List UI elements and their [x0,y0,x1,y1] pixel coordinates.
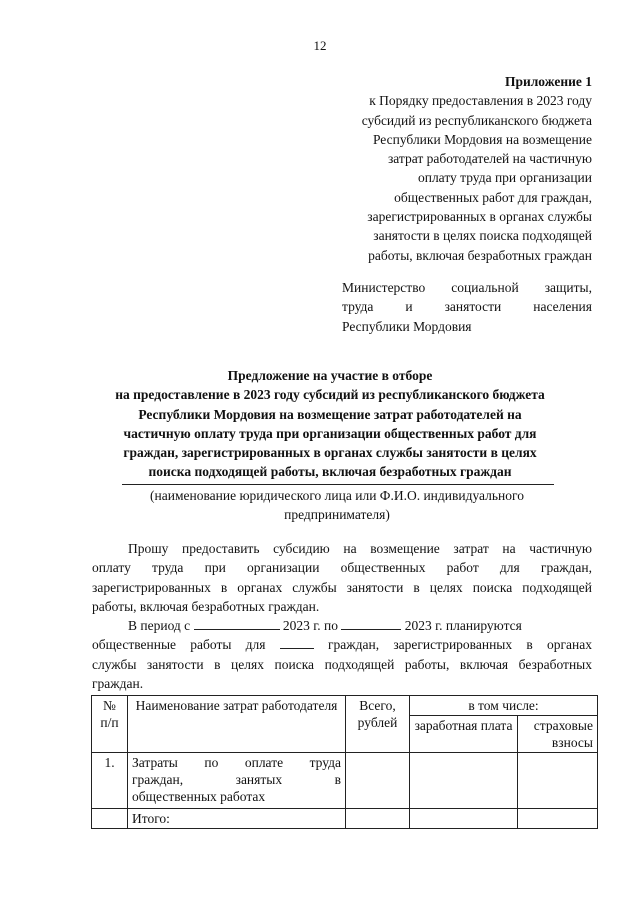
appendix-line: затрат работодателей на частичную [387,151,592,167]
heading-line: Республики Мордовия на возмещение затрат работодателей на [138,406,522,422]
costs-table [91,695,598,829]
request-line: оплату труда при организации общественных работ для граждан, [92,560,592,576]
total-insurance-cell[interactable] [518,809,598,829]
citizens-count-blank[interactable] [280,636,314,649]
row-wages-cell[interactable] [410,753,518,809]
request-text [92,539,592,693]
total-label: Итого: [128,809,346,829]
header-wages: заработная плата [410,716,518,753]
appendix-line: занятости в целях поиска подходящей [373,228,592,244]
appendix-line: субсидий из республиканского бюджета [361,112,592,128]
request-line: службы занятости в целях поиска подходящей работы, включая безработных [92,656,592,672]
header-insurance: страховые взносы [518,716,598,753]
addressee-block [342,278,592,336]
total-sum-cell[interactable] [346,809,410,829]
applicant-caption [92,486,582,525]
heading-line: на предоставление в 2023 году субсидий из республиканского бюджета [115,387,545,403]
appendix-block [330,72,592,265]
document-heading [80,366,580,482]
period-from-label: В период с [128,618,191,634]
row-insurance-cell[interactable] [518,753,598,809]
request-line: работы, включая безработных граждан. [92,598,320,614]
addressee-line: Республики Мордовия [342,318,472,334]
end-date-blank[interactable] [341,617,401,630]
appendix-line: к Порядку предоставления в 2023 году [369,93,592,109]
appendix-line: зарегистрированных в органах службы [367,209,592,225]
row-cost-line: граждан, занятых в [132,772,341,787]
heading-line: частичную оплату труда при организации общественных работ для [123,425,537,441]
caption-line: (наименование юридического лица или Ф.И.О. индивидуального [150,488,524,503]
caption-line: предпринимателя) [284,507,390,523]
request-line: Прошу предоставить субсидию на возмещение затрат на частичную [128,541,592,556]
appendix-line: оплату труда при организации [417,170,592,186]
citizens-count-line [92,635,592,654]
request-line: граждан. [92,676,144,692]
header-total: Всего, рублей [346,696,410,753]
appendix-line: Республики Мордовия на возмещение [372,131,592,147]
works-label: общественные работы для [92,637,266,653]
period-plan-label: 2023 г. планируются [404,618,522,634]
heading-line: Предложение на участие в отборе [227,368,433,383]
citizens-label: граждан, зарегистрированных в органах [328,637,592,653]
heading-line: граждан, зарегистрированных в органах службы занятости в целях [123,445,537,461]
appendix-line: работы, включая безработных граждан [368,247,592,263]
row-num: 1. [92,753,128,809]
total-wages-cell[interactable] [410,809,518,829]
row-cost-line: общественных работах [132,789,266,804]
applicant-name-line[interactable] [122,484,554,485]
start-date-blank[interactable] [194,617,280,630]
period-line [92,616,592,635]
header-num: № п/п [92,696,128,753]
row-total-cell[interactable] [346,753,410,809]
request-line: зарегистрированных в органах службы занятости в целях поиска подходящей [92,579,592,595]
addressee-line: труда и занятости населения [342,299,592,315]
addressee-line: Министерство социальной защиты, [342,280,592,295]
total-num-cell [92,809,128,829]
row-cost-name [128,753,346,809]
header-including: в том числе: [410,696,598,716]
appendix-line: общественных работ для граждан, [394,189,592,205]
period-to-label: 2023 г. по [282,618,339,634]
heading-line: поиска подходящей работы, включая безработных граждан [148,464,512,480]
row-cost-line: Затраты по оплате труда [132,755,341,770]
page-number: 12 [313,38,327,53]
appendix-title: Приложение 1 [504,74,592,89]
header-cost-name: Наименование затрат работодателя [128,696,346,753]
